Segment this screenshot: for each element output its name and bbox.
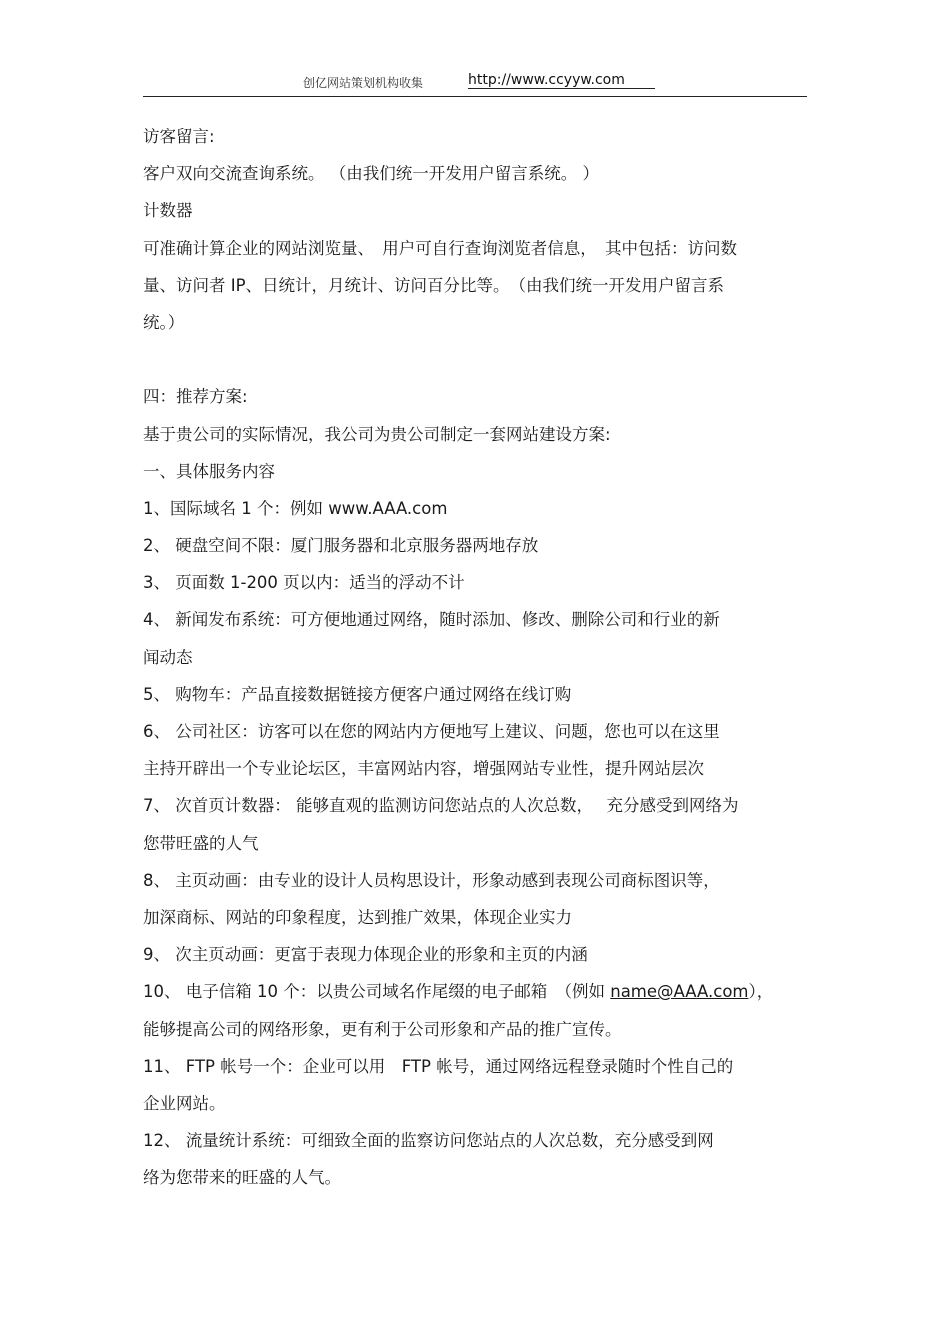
list-item: 5、 购物车：产品直接数据链接方便客户通过网络在线订购 bbox=[143, 684, 572, 704]
document-body bbox=[143, 118, 807, 1196]
list-item: 2、 硬盘空间不限：厦门服务器和北京服务器两地存放 bbox=[143, 536, 539, 556]
list-item: 12、 流量统计系统：可细致全面的监察访问您站点的人次总数，充分感受到网 bbox=[143, 1131, 714, 1151]
list-item: 6、 公司社区：访客可以在您的网站内方便地写上建议、问题，您也可以在这里 bbox=[143, 722, 720, 741]
list-item: 9、 次主页动画：更富于表现力体现企业的形象和主页的内涵 bbox=[143, 945, 588, 965]
page-header bbox=[143, 70, 807, 97]
list-item-continuation: 能够提高公司的网络形象，更有利于公司形象和产品的推广宣传。 bbox=[143, 1019, 622, 1039]
list-item-text: ）， bbox=[748, 982, 774, 1002]
section-heading: 四：推荐方案: bbox=[143, 387, 248, 407]
text-line: 量、访问者 IP、日统计，月统计、访问百分比等。 （由我们统一开发用户留言系 bbox=[143, 275, 725, 295]
list-item-continuation: 络为您带来的旺盛的人气。 bbox=[143, 1168, 341, 1188]
list-item: 4、 新闻发布系统：可方便地通过网络，随时添加、修改、删除公司和行业的新 bbox=[143, 610, 720, 630]
list-item-text: 10、 电子信箱 10 个：以贵公司域名作尾缀的电子邮箱 （例如 bbox=[143, 982, 611, 1002]
list-item bbox=[143, 973, 807, 1010]
email-link[interactable]: name@AAA.com bbox=[610, 982, 749, 1002]
header-org: 创亿网站策划机构收集 bbox=[303, 76, 424, 90]
text-line: 计数器 bbox=[143, 201, 193, 221]
list-item: 3、 页面数 1-200 页以内：适当的浮动不计 bbox=[143, 573, 465, 593]
text-line: 基于贵公司的实际情况，我公司为贵公司制定一套网站建设方案: bbox=[143, 424, 611, 444]
header-url-link[interactable]: http://www.ccyyw.com bbox=[468, 72, 655, 89]
blank-line bbox=[143, 341, 807, 378]
text-line: 可准确计算企业的网站浏览量、 用户可自行查询浏览者信息， 其中包括：访问数 bbox=[143, 238, 737, 258]
text-line: 访客留言: bbox=[143, 127, 215, 146]
subsection-heading: 一、具体服务内容 bbox=[143, 461, 275, 481]
list-item-continuation: 闻动态 bbox=[143, 647, 193, 667]
list-item-continuation: 加深商标、网站的印象程度，达到推广效果，体现企业实力 bbox=[143, 907, 572, 927]
list-item-continuation: 主持开辟出一个专业论坛区，丰富网站内容，增强网站专业性，提升网站层次 bbox=[143, 759, 704, 779]
text-line: 统。） bbox=[143, 312, 185, 332]
list-item: 7、 次首页计数器： 能够直观的监测访问您站点的人次总数， 充分感受到网络为 bbox=[143, 796, 739, 816]
list-item: 1、国际域名 1 个：例如 www.AAA.com bbox=[143, 498, 448, 518]
text-line: 客户双向交流查询系统。 （由我们统一开发用户留言系统。 ） bbox=[143, 164, 599, 184]
list-item: 8、 主页动画：由专业的设计人员构思设计，形象动感到表现公司商标图识等， bbox=[143, 870, 720, 890]
list-item: 11、 FTP 帐号一个：企业可以用 FTP 帐号，通过网络远程登录随时个性自己的 bbox=[143, 1056, 734, 1076]
list-item-continuation: 您带旺盛的人气 bbox=[143, 833, 259, 853]
list-item-continuation: 企业网站。 bbox=[143, 1093, 226, 1113]
